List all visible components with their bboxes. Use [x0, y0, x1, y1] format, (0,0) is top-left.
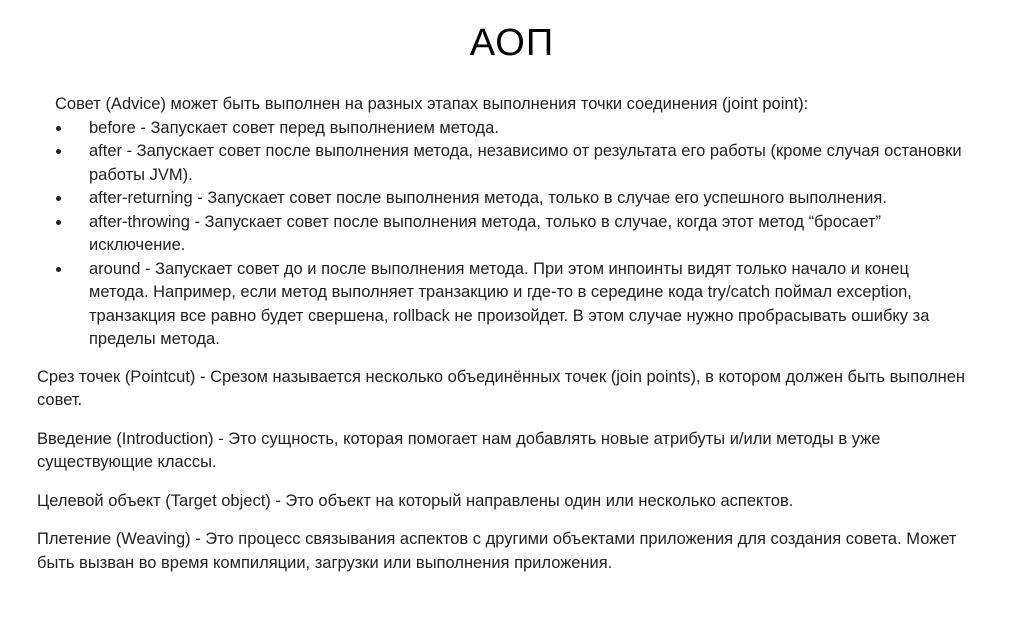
advice-item-after: [37, 140, 972, 187]
advice-item-after-returning: [37, 187, 972, 211]
advice-item-around: [37, 258, 972, 352]
introduction-paragraph: Введение (Introduction) - Это сущность, которая помогает нам добавлять новые атрибуты и/или методы в уже существующие классы.: [37, 429, 881, 471]
advice-item-text: after-returning - Запускает совет после выполнения метода, только в случае его успешного выполнения.: [89, 189, 887, 207]
bullet-icon: [56, 149, 61, 154]
bullet-icon: [56, 220, 61, 225]
advice-item-text: after-throwing - Запускает совет после выполнения метода, только в случае, когда этот метод “бросает” исключение.: [89, 212, 882, 254]
slide-title: АОП: [469, 22, 555, 64]
advice-intro: Совет (Advice) может быть выполнен на разных этапах выполнения точки соединения (joint point):: [55, 95, 809, 113]
bullet-icon: [56, 267, 61, 272]
advice-list: [37, 117, 972, 352]
advice-item-text: before - Запускает совет перед выполнением метода.: [89, 118, 499, 137]
slide-content: [37, 93, 972, 590]
bullet-icon: [56, 196, 61, 201]
advice-item-after-throwing: [37, 211, 972, 258]
advice-item-before: [37, 117, 972, 141]
bullet-icon: [56, 126, 61, 131]
pointcut-paragraph: Срез точек (Pointcut) - Срезом называется несколько объединённых точек (join points), в котором должен быть выполнен совет.: [37, 367, 965, 409]
advice-item-text: after - Запускает совет после выполнения метода, независимо от результата его работы (кроме случая остановки работы JVM).: [89, 142, 962, 184]
target-object-paragraph: Целевой объект (Target object) - Это объект на который направлены один или несколько аспектов.: [37, 491, 794, 510]
weaving-paragraph: Плетение (Weaving) - Это процесс связывания аспектов с другими объектами приложения для создания совета. Может быть вызван во время компиляции, загрузки или выполнения приложения.: [37, 530, 957, 572]
advice-item-text: around - Запускает совет до и после выполнения метода. При этом инпоинты видят только начало и конец метода. Например, если метод выполняет транзакцию и где-то в середине кода try/catch поймал exception, транзакция все равно будет свершена, rollback не произойдет. В этом случае нужно пробрасывать ошибку за пределы метода.: [89, 259, 930, 348]
